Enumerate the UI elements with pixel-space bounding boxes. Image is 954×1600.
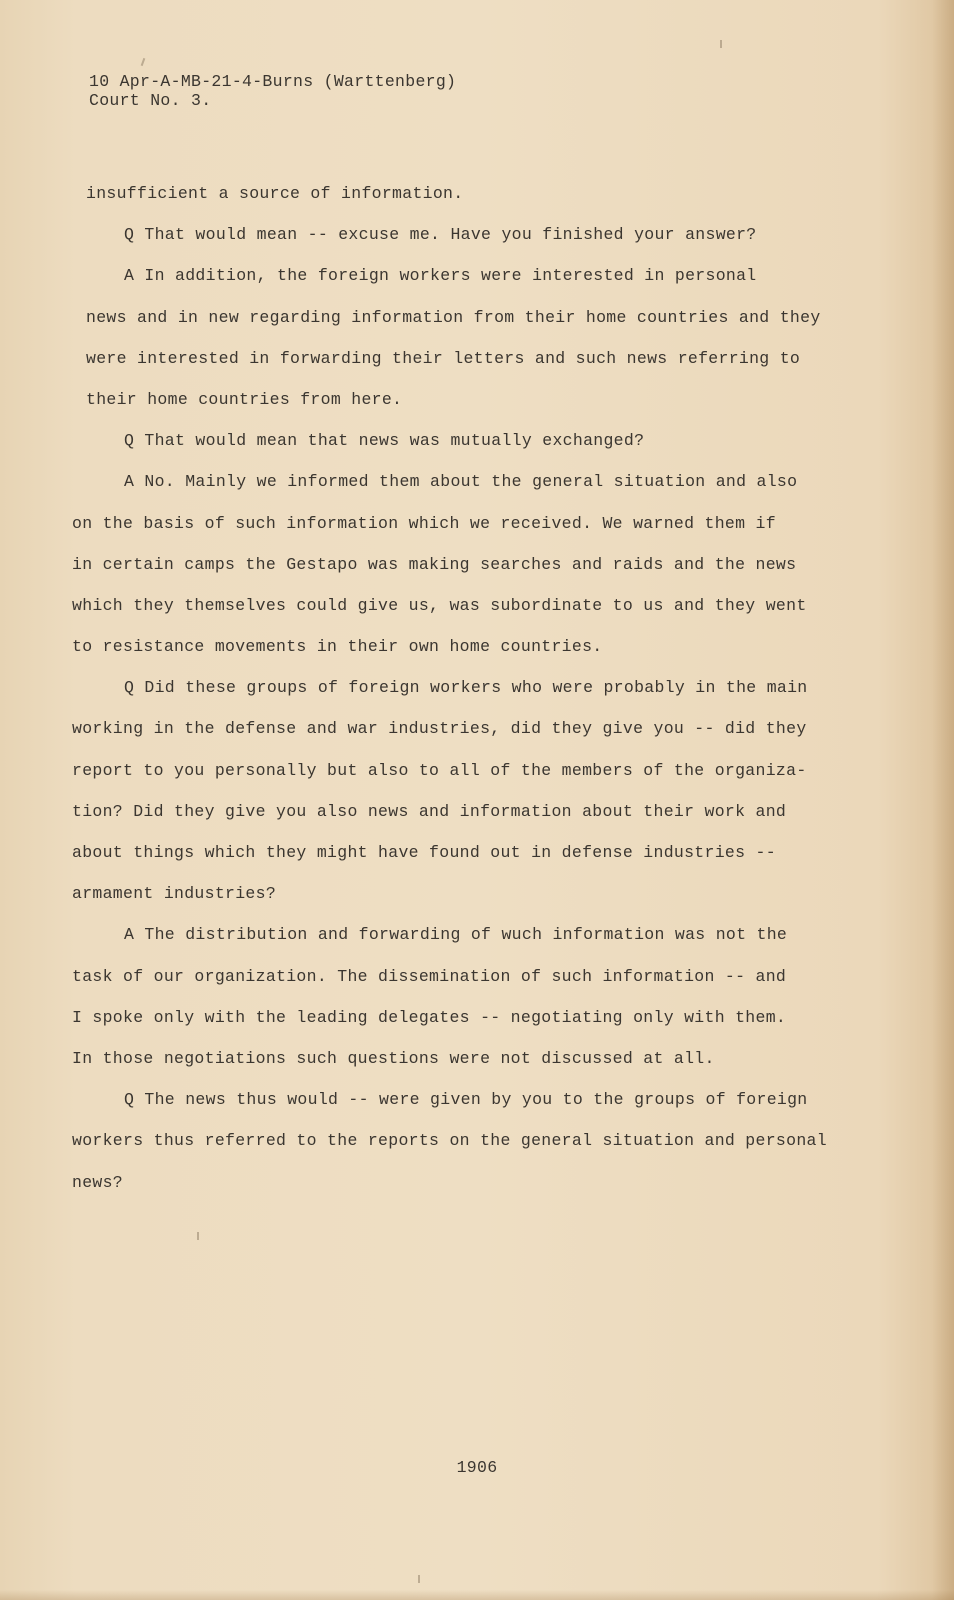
transcript-line: insufficient a source of information. [86,184,464,203]
page-edge-bottom [0,1590,954,1600]
transcript-line: workers thus referred to the reports on the general situation and personal [72,1131,827,1151]
page-edge-right [932,0,954,1600]
transcript-line: to resistance movements in their own home countries. [72,637,603,657]
transcript-line: working in the defense and war industries, did they give you -- did they [72,719,807,739]
transcript-line: tion? Did they give you also news and information about their work and [72,801,787,821]
transcript-line: news and in new regarding information from their home countries and they [86,307,821,327]
header-case-reference: 10 Apr-A-MB-21-4-Burns (Warttenberg) [89,72,457,91]
transcript-body [72,173,832,1203]
transcript-line: Q That would mean that news was mutually exchanged? [124,431,645,451]
page-number: 1906 [456,1458,498,1477]
transcript-line: Q That would mean -- excuse me. Have you finished your answer? [124,225,757,245]
document-header [89,72,456,110]
transcript-line: their home countries from here. [86,389,403,409]
transcript-line: armament industries? [72,884,277,904]
transcript-line: A In addition, the foreign workers were interested in personal [124,266,757,286]
transcript-line: on the basis of such information which we received. We warned them if [72,513,776,533]
transcript-line: about things which they might have found out in defense industries -- [72,843,776,862]
transcript-line: Q The news thus would -- were given by you to the groups of foreign [124,1090,808,1110]
transcript-line: task of our organization. The dissemination of such information -- and [72,966,787,986]
transcript-line: A No. Mainly we informed them about the general situation and also [124,472,798,492]
transcript-line: A The distribution and forwarding of wuch information was not the [124,925,788,945]
transcript-line: in certain camps the Gestapo was making searches and raids and the news [72,554,797,574]
transcript-line: were interested in forwarding their letters and such news referring to [86,348,801,368]
paper-speck [141,58,146,66]
transcript-line: In those negotiations such questions were not discussed at all. [72,1048,715,1068]
header-court-number: Court No. 3. [89,91,212,110]
paper-speck [197,1232,199,1240]
transcript-line: which they themselves could give us, was subordinate to us and they went [72,595,807,615]
paper-speck [720,40,722,48]
transcript-line: Q Did these groups of foreign workers who were probably in the main [124,678,808,698]
transcript-line: I spoke only with the leading delegates -- negotiating only with them. [72,1007,787,1027]
transcript-line: report to you personally but also to all of the members of the organiza- [72,760,807,780]
transcript-line: news? [72,1172,124,1192]
paper-speck [418,1575,420,1583]
